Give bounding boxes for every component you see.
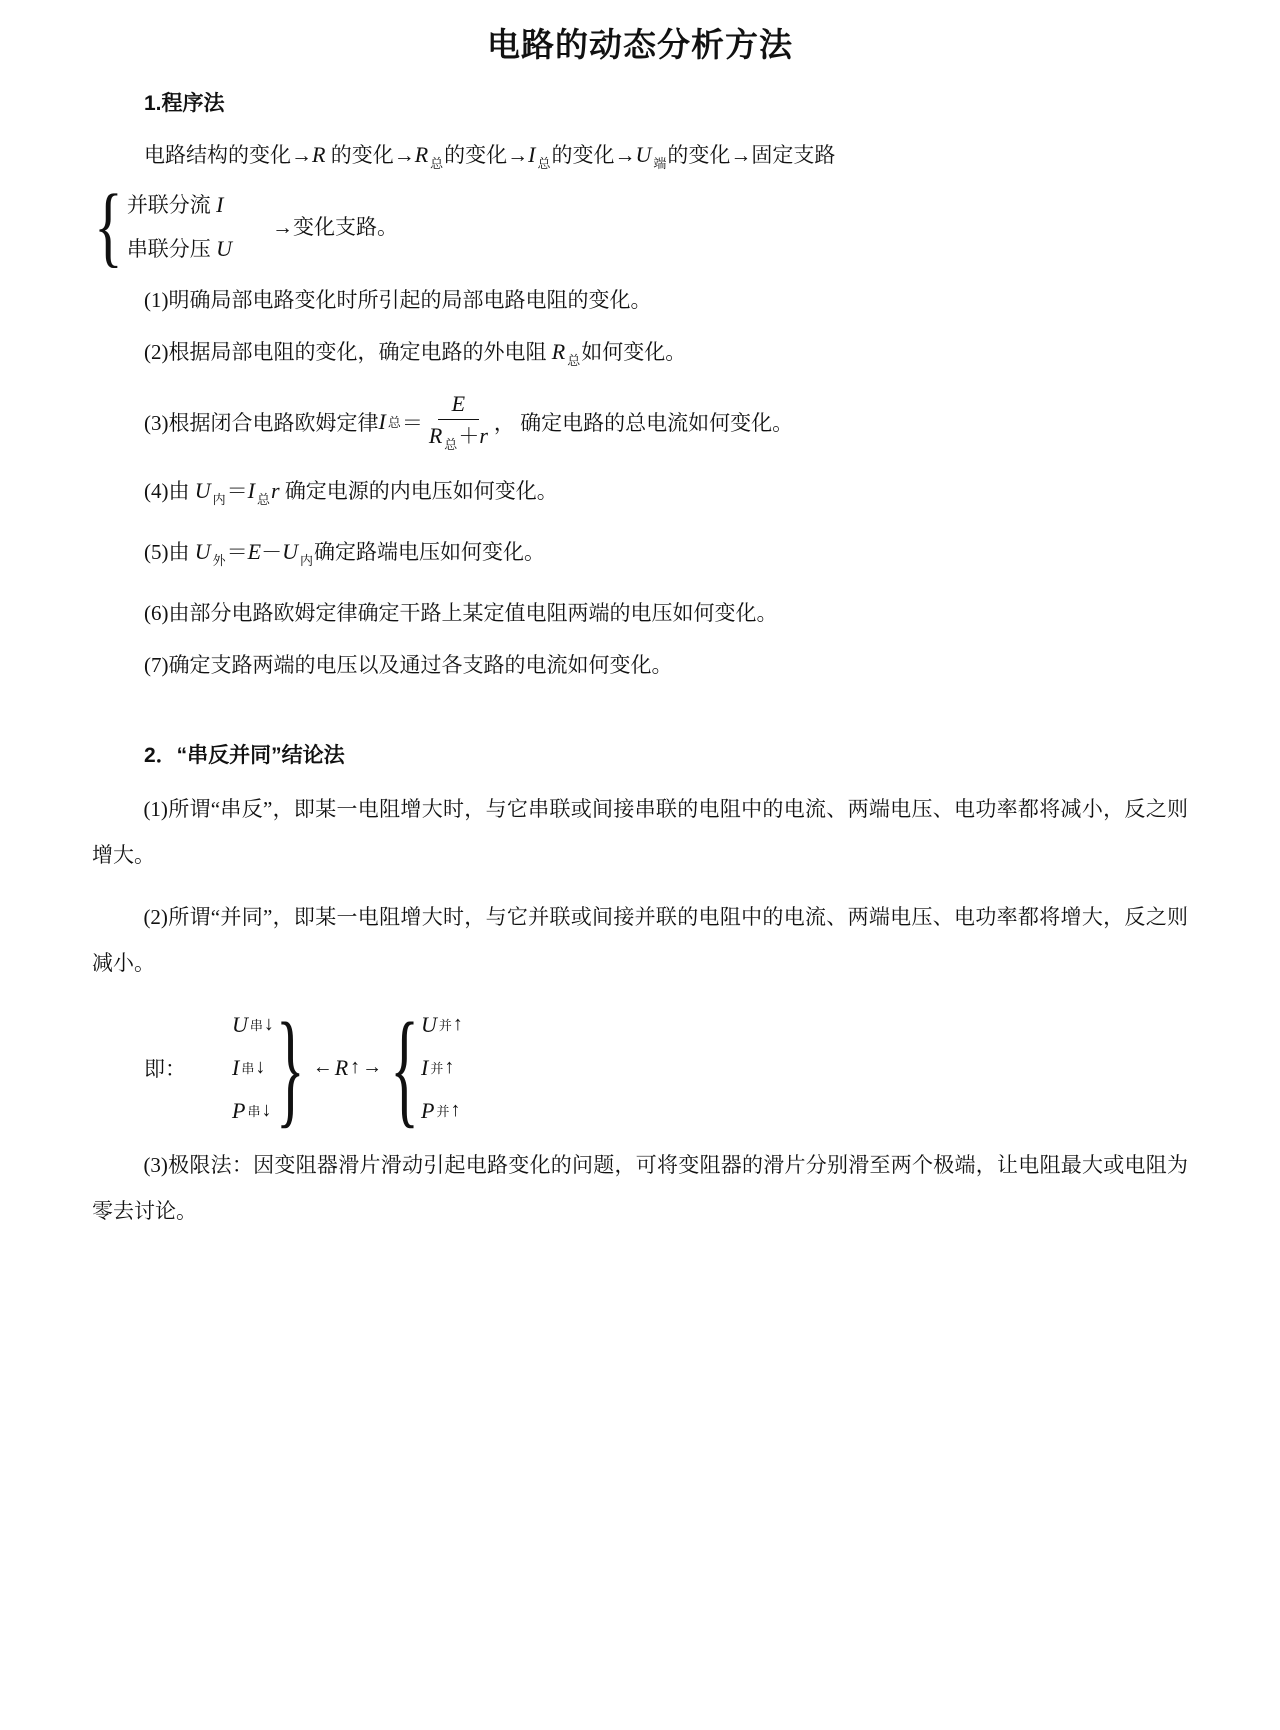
var-U-internal: U: [282, 538, 298, 564]
parallel-stack: [421, 1010, 463, 1126]
fraction-ohms-law: [429, 390, 488, 454]
left-brace-glyph: {: [94, 176, 123, 276]
equals-sign: ＝: [401, 410, 423, 435]
right-arrow-icon: →: [362, 1056, 383, 1079]
step-item-3: [144, 390, 1188, 454]
up-arrow-icon: ↑: [350, 1056, 361, 1079]
var-r: r: [271, 477, 280, 503]
brace-lines: [127, 189, 232, 263]
step3-text: (3)根据闭合电路欧姆定律: [144, 410, 379, 435]
subscript-total: 总: [387, 415, 401, 431]
var-I-parallel: I: [420, 1054, 429, 1080]
right-brace-glyph: }: [275, 996, 305, 1139]
paragraph-parallel-same: (2)所谓“并同”，即某一电阻增大时，与它并联或间接并联的电阻中的电流、两端电压、电功率都将增大，反之则减小。: [92, 904, 1188, 975]
content-area: [92, 90, 1188, 1234]
conclusion-formula: [144, 996, 1188, 1139]
var-R-total: R: [414, 141, 429, 167]
step2-text-end: 如何变化。: [581, 339, 687, 364]
step-item-7: (7)确定支路两端的电压以及通过各支路的电流如何变化。: [144, 652, 673, 677]
paragraph-series-opposite: (1)所谓“串反”，即某一电阻增大时，与它串联或间接串联的电阻中的电流、两端电压、电功率都将减小，反之则增大。: [92, 796, 1188, 867]
flow-text-4: 的变化→: [551, 142, 636, 167]
subscript-series: 串: [241, 1061, 255, 1077]
step2-text: (2)根据局部电阻的变化，确定电路的外电阻: [144, 339, 552, 364]
down-arrow-icon: ↓: [261, 1099, 272, 1122]
subscript-total: 总: [430, 155, 444, 171]
up-arrow-icon: ↑: [444, 1056, 455, 1079]
series-row-U: [232, 1010, 274, 1040]
subscript-internal: 内: [300, 552, 314, 568]
down-arrow-icon: ↓: [255, 1056, 266, 1079]
brace-line1-text: 并联分流: [126, 192, 217, 217]
var-I: I: [216, 191, 224, 217]
var-U-series: U: [232, 1011, 248, 1037]
step3-text-end: ， 确定电路的总电流如何变化。: [493, 410, 794, 435]
subscript-total: 总: [444, 437, 458, 453]
step5-text: (5)由: [144, 539, 195, 564]
down-arrow-icon: ↓: [263, 1013, 274, 1036]
step-item-4: [144, 476, 1188, 515]
var-R: R: [312, 141, 326, 167]
var-I-total: I: [247, 477, 255, 503]
series-stack: [232, 1010, 274, 1126]
subscript-total: 总: [256, 491, 270, 507]
subscript-parallel: 并: [436, 1104, 450, 1120]
brace-arrow-text: →变化支路。: [271, 214, 398, 239]
var-I-total: I: [528, 141, 536, 167]
var-I-series: I: [232, 1054, 240, 1080]
subscript-parallel: 并: [438, 1018, 452, 1034]
brace-line2-text: 串联分压: [126, 236, 217, 261]
branch-brace-formula: [94, 176, 1188, 276]
subscript-series: 串: [247, 1104, 261, 1120]
equals-sign: ＝: [226, 478, 248, 503]
var-U-internal: U: [194, 477, 211, 503]
equals-sign: ＝: [226, 539, 248, 564]
page-title: 电路的动态分析方法: [487, 26, 793, 63]
formula-middle: [313, 1055, 382, 1081]
plus-sign: ＋: [458, 424, 480, 449]
flow-line: [144, 140, 1188, 179]
section2-heading: 2．“串反并同”结论法: [144, 743, 345, 767]
var-U-terminal: U: [635, 141, 652, 167]
var-P-series: P: [232, 1097, 246, 1123]
subscript-terminal: 端: [653, 155, 667, 171]
step-item-1: (1)明确局部电路变化时所引起的局部电路电阻的变化。: [144, 287, 652, 312]
left-arrow-icon: ←: [312, 1056, 333, 1079]
subscript-total: 总: [567, 352, 581, 368]
step4-text-end: 确定电源的内电压如何变化。: [279, 478, 558, 503]
var-R-total: R: [551, 338, 566, 364]
fraction-numerator: [438, 390, 479, 421]
step5-text-end: 确定路端电压如何变化。: [314, 539, 546, 564]
paragraph-limit-method: (3)极限法：因变阻器滑片滑动引起电路变化的问题，可将变阻器的滑片分别滑至两个极端，让电阻最大或电阻为零去讨论。: [92, 1152, 1188, 1223]
subscript-parallel: 并: [430, 1061, 444, 1077]
up-arrow-icon: ↑: [450, 1099, 461, 1122]
parallel-row-U: [421, 1010, 463, 1040]
var-r: r: [479, 423, 488, 449]
flow-text-5: 的变化→固定支路: [667, 142, 836, 167]
var-R: R: [334, 1054, 349, 1080]
var-P-parallel: P: [420, 1097, 435, 1123]
var-E: E: [247, 538, 262, 564]
formula-label: 即：: [144, 1056, 186, 1081]
parallel-row-P: [421, 1096, 463, 1126]
section1-heading: 1.程序法: [144, 91, 225, 115]
minus-sign: －: [261, 539, 283, 564]
series-row-P: [232, 1096, 274, 1126]
subscript-external: 外: [212, 552, 226, 568]
step-item-5: [144, 537, 1188, 576]
up-arrow-icon: ↑: [452, 1013, 463, 1036]
parallel-row-I: [421, 1053, 463, 1083]
left-brace-glyph: {: [390, 996, 419, 1139]
fraction-denominator: [429, 420, 488, 453]
series-row-I: [232, 1053, 274, 1083]
var-R-total: R: [428, 423, 443, 449]
flow-text-3: 的变化→: [444, 142, 529, 167]
step-item-2: [144, 337, 1188, 376]
flow-text-2: 的变化→: [325, 142, 415, 167]
flow-text-1: 电路结构的变化→: [144, 142, 312, 167]
subscript-internal: 内: [212, 491, 226, 507]
brace-line-parallel: [127, 189, 232, 219]
var-U-external: U: [194, 538, 211, 564]
var-U: U: [216, 235, 232, 261]
step-item-6: (6)由部分电路欧姆定律确定干路上某定值电阻两端的电压如何变化。: [144, 600, 778, 625]
subscript-total: 总: [537, 155, 551, 171]
subscript-series: 串: [249, 1018, 263, 1034]
var-I-total: I: [378, 408, 386, 434]
brace-line-series: [127, 233, 232, 263]
var-U-parallel: U: [420, 1011, 437, 1037]
step4-text: (4)由: [144, 478, 195, 503]
var-E: E: [451, 390, 466, 416]
